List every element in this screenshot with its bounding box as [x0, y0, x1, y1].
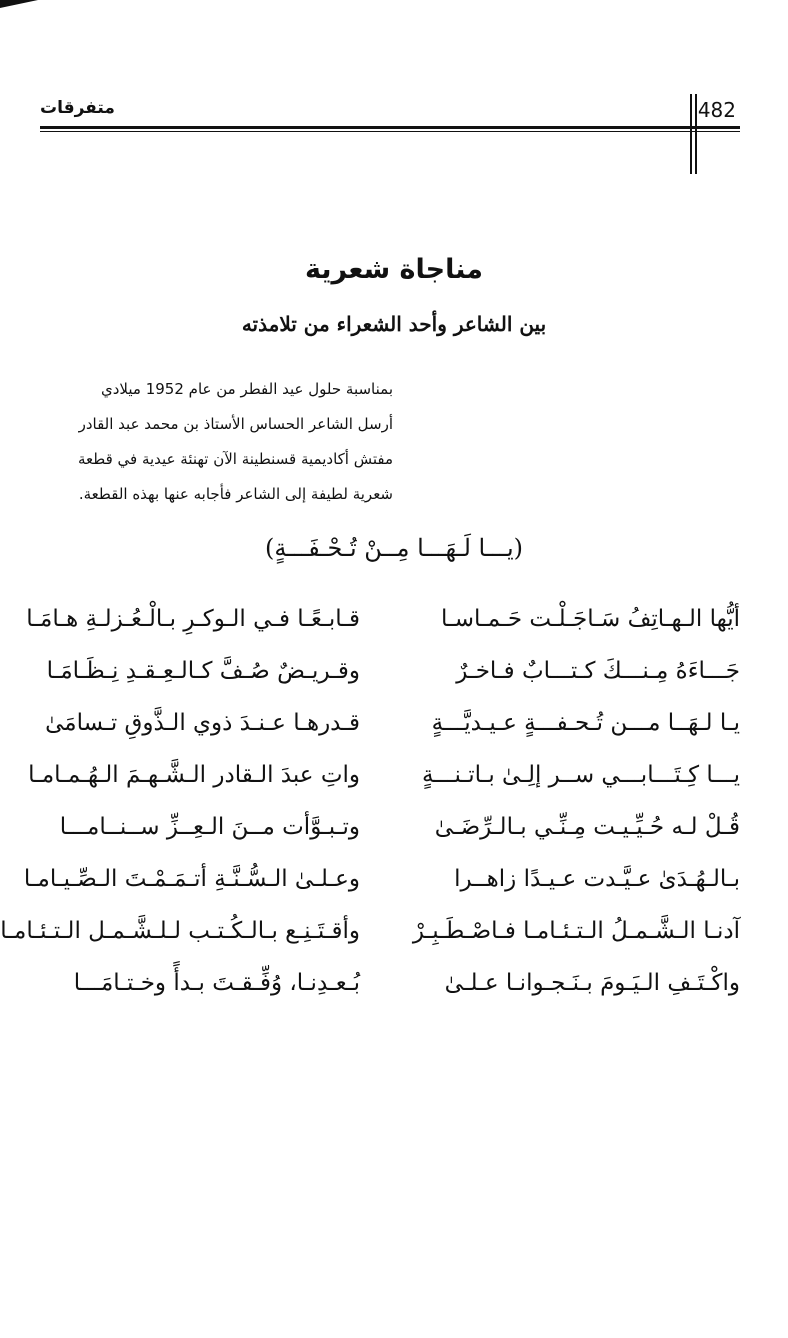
- verse-second-hemistich: قـابـعًـا فـي الـوكـرِ بـالْـعُـزلـةِ هـامَـا: [26, 606, 360, 632]
- verse-first-hemistich: بـالـهُـدَىٰ عـيَّـدت عـيـدًا زاهــرا: [454, 866, 740, 892]
- intro-line: مفتش أكاديمية قسنطينة الآن تهنئة عيدية في قطعة: [77, 450, 393, 468]
- page-subtitle: بين الشاعر وأحد الشعراء من تلامذته: [241, 312, 547, 336]
- poem-verse: [23, 860, 740, 912]
- page-title: مناجاة شعرية: [305, 254, 483, 285]
- poem-verse: [40, 808, 740, 860]
- header-vertical-rule: [695, 94, 697, 174]
- poem-verse: [40, 704, 740, 756]
- header-vertical-rule: [690, 94, 692, 174]
- header-rule: [40, 126, 740, 129]
- verse-first-hemistich: واكْـتَـفِ الـيَـومَ بـنَـجـوانـا عـلـىٰ: [444, 970, 740, 996]
- section-name: متفرقات: [40, 98, 115, 118]
- verse-first-hemistich: قُـلْ لـه حُـيِّـيـت مِـنِّـي بـالـرِّضَـىٰ: [434, 814, 740, 840]
- verse-first-hemistich: أيُّها الـهـاتِفُ سَـاجَـلْـت حَـمـاسـا: [441, 606, 740, 632]
- intro-line: أرسل الشاعر الحساس الأستاذ بن محمد عبد القادر: [78, 415, 393, 433]
- header-rule-thin: [40, 131, 740, 132]
- page-corner-mark: [0, 0, 38, 8]
- poem-verse: [28, 756, 740, 808]
- verse-first-hemistich: جَـــاءَهُ مِـنـــكَ كـتـــابٌ فـاخـرٌ: [456, 658, 740, 684]
- poem-verse: [40, 652, 740, 704]
- verse-second-hemistich: وتـبـوَّأت مــنَ الـعِــزِّ ســنــامـــا: [59, 814, 360, 840]
- verse-second-hemistich: واتِ عبدَ الـقادر الـشَّـهـمَ الـهُـمـامـا: [28, 762, 360, 788]
- poem-verse: [26, 600, 740, 652]
- poem: [0, 600, 740, 1016]
- poem-verse: [0, 912, 740, 964]
- verse-second-hemistich: وقـريـضٌ صُـفَّ كـالـعِـقـدِ نِـظَـامَـا: [46, 658, 360, 684]
- verse-second-hemistich: بُـعـدِنـا، وُفِّـقـتَ بـدأً وخـتـامَـــا: [73, 970, 360, 996]
- verse-first-hemistich: يـــا كِـتَـــابـــي ســر إلِـىٰ بـاتـنـــةٍ: [421, 762, 740, 788]
- verse-first-hemistich: آدنـا الـشَّـمـلُ الـتـئـامـا فـاصْـطَـبِـرْ: [412, 918, 740, 944]
- intro-line: شعرية لطيفة إلى الشاعر فأجابه عنها بهذه القطعة.: [78, 485, 393, 503]
- page-number: 482: [697, 98, 736, 122]
- verse-second-hemistich: وعـلـىٰ الـسُّـنَّـةِ أتـمَـمْـتَ الـصِّـيـامـا: [23, 866, 360, 892]
- poem-title: (يـــا لَـهَـــا مِــنْ تُـحْـفَـــةٍ): [264, 534, 524, 562]
- running-header: [40, 94, 740, 140]
- intro-paragraph: [33, 372, 393, 512]
- verse-first-hemistich: يـا لـهَــا مـــن تُـحـفـــةٍ عـيـديَّـــةٍ: [431, 710, 740, 736]
- poem-verse: [40, 964, 740, 1016]
- verse-second-hemistich: قـدرهـا عـنـدَ ذوي الـذَّوقِ تـسامَىٰ: [45, 710, 360, 736]
- intro-line: بمناسبة حلول عيد الفطر من عام 1952 ميلادي: [101, 380, 393, 398]
- verse-second-hemistich: وأقـتَـنِـع بـالـكُـتـب لـلـشَّـمـل الـتـئـامـا: [0, 918, 360, 944]
